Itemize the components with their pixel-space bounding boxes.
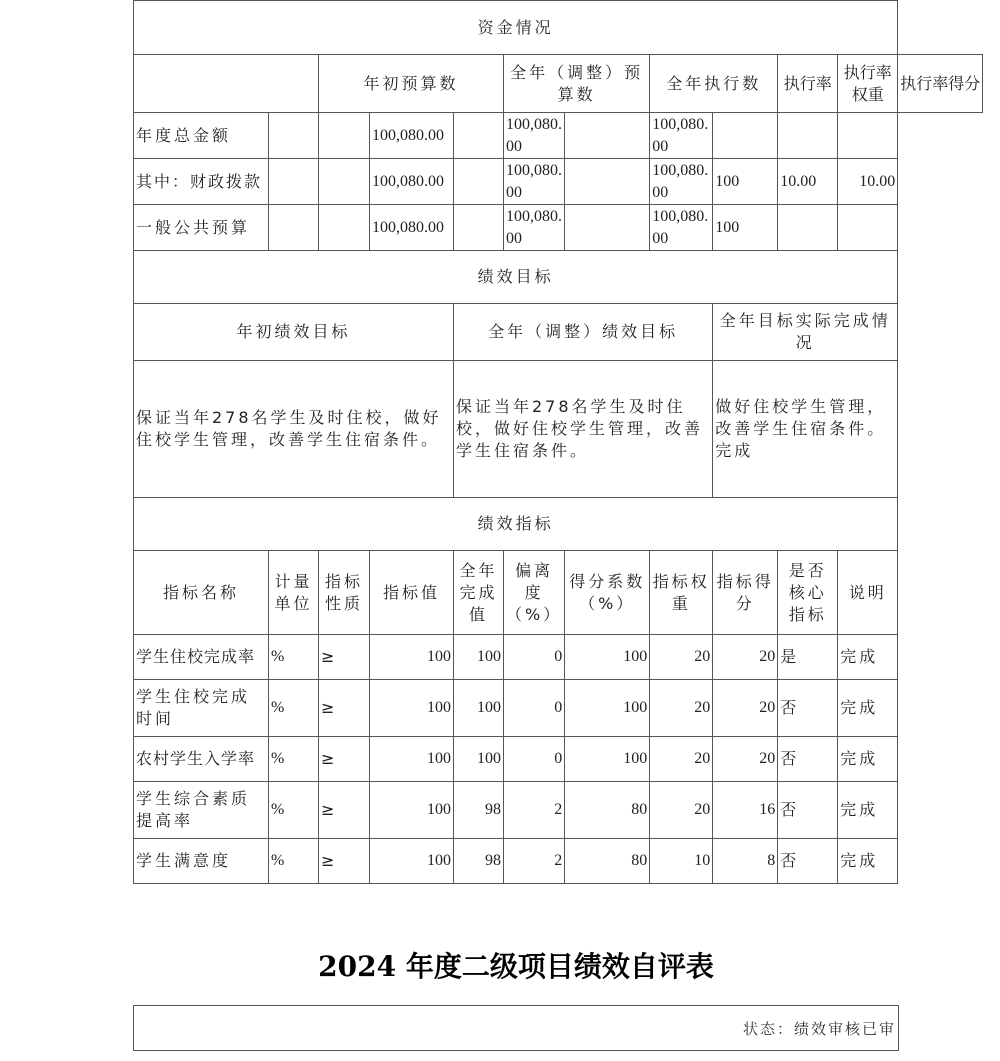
indicator-deviation: 0 — [504, 635, 565, 680]
indicator-actual: 98 — [454, 839, 504, 884]
indicator-row — [134, 635, 983, 680]
indicator-note: 完成 — [838, 680, 898, 737]
indicator-name: 学生综合素质提高率 — [134, 782, 269, 839]
header-score: 指标得分 — [713, 551, 778, 635]
indicator-core: 否 — [778, 680, 838, 737]
indicator-coef: 100 — [565, 680, 650, 737]
header-weight: 指标权重 — [650, 551, 713, 635]
header-blank — [134, 55, 319, 113]
indicator-unit: % — [269, 782, 319, 839]
indicator-weight: 20 — [650, 635, 713, 680]
exec-score-value — [838, 113, 898, 159]
initial-goal-text: 保证当年278名学生及时住校，做好住校学生管理，改善学生住宿条件。 — [134, 361, 454, 498]
indicator-deviation: 0 — [504, 737, 565, 782]
indicator-target: 100 — [370, 680, 454, 737]
initial-budget-value: 100,080.00 — [370, 205, 454, 251]
indicator-nature: ≥ — [319, 737, 370, 782]
indicator-nature: ≥ — [319, 635, 370, 680]
funding-row — [134, 205, 983, 251]
indicator-note: 完成 — [838, 635, 898, 680]
indicator-note: 完成 — [838, 737, 898, 782]
indicator-nature: ≥ — [319, 839, 370, 884]
empty-cell — [319, 159, 370, 205]
indicator-note: 完成 — [838, 782, 898, 839]
exec-weight-value — [778, 205, 838, 251]
executed-value: 100,080.00 — [650, 205, 713, 251]
funding-row-label: 一般公共预算 — [134, 205, 269, 251]
header-exec-rate: 执行率 — [778, 55, 838, 113]
empty-cell — [454, 159, 504, 205]
adjusted-budget-value: 100,080.00 — [504, 113, 565, 159]
indicators-header-row — [134, 551, 983, 635]
executed-value: 100,080.00 — [650, 113, 713, 159]
indicator-score: 20 — [713, 680, 778, 737]
header-coef: 得分系数（%） — [565, 551, 650, 635]
indicator-nature: ≥ — [319, 782, 370, 839]
exec-score-value: 10.00 — [838, 159, 898, 205]
adjusted-goal-text: 保证当年278名学生及时住校，做好住校学生管理，改善学生住宿条件。 — [454, 361, 713, 498]
header-exec-score: 执行率得分 — [898, 55, 983, 113]
empty-cell — [454, 205, 504, 251]
empty-cell — [269, 113, 319, 159]
indicator-name: 学生满意度 — [134, 839, 269, 884]
funding-section-title: 资金情况 — [134, 1, 898, 55]
indicator-name: 学生住校完成时间 — [134, 680, 269, 737]
exec-rate-value: 100 — [713, 159, 778, 205]
indicator-target: 100 — [370, 635, 454, 680]
indicator-actual: 100 — [454, 680, 504, 737]
indicator-name: 农村学生入学率 — [134, 737, 269, 782]
header-actual: 全年完成值 — [454, 551, 504, 635]
header-adjusted-budget: 全年（调整）预算数 — [504, 55, 650, 113]
funding-table — [133, 0, 983, 884]
indicator-deviation: 2 — [504, 839, 565, 884]
header-target: 指标值 — [370, 551, 454, 635]
indicator-row — [134, 782, 983, 839]
indicator-target: 100 — [370, 839, 454, 884]
indicator-core: 否 — [778, 737, 838, 782]
empty-cell — [319, 113, 370, 159]
page-title: 2024 年度二级项目绩效自评表 — [318, 950, 714, 983]
header-actual-goal: 全年目标实际完成情况 — [713, 304, 898, 361]
funding-row-label: 其中：财政拨款 — [134, 159, 269, 205]
indicator-score: 16 — [713, 782, 778, 839]
indicator-core: 否 — [778, 782, 838, 839]
indicator-score: 8 — [713, 839, 778, 884]
indicator-unit: % — [269, 635, 319, 680]
indicator-weight: 20 — [650, 782, 713, 839]
indicator-coef: 100 — [565, 635, 650, 680]
indicator-core: 否 — [778, 839, 838, 884]
funding-row — [134, 113, 983, 159]
header-initial-goal: 年初绩效目标 — [134, 304, 454, 361]
status-box — [133, 1005, 899, 1051]
header-exec-weight: 执行率权重 — [838, 55, 898, 113]
header-adjusted-goal: 全年（调整）绩效目标 — [454, 304, 713, 361]
exec-rate-value: 100 — [713, 205, 778, 251]
exec-score-value — [838, 205, 898, 251]
status-text: 状态：绩效审核已审 — [742, 1020, 896, 1038]
indicator-actual: 100 — [454, 737, 504, 782]
indicator-target: 100 — [370, 782, 454, 839]
indicators-section-title: 绩效指标 — [134, 498, 898, 551]
empty-cell — [269, 159, 319, 205]
empty-cell — [269, 205, 319, 251]
indicator-weight: 10 — [650, 839, 713, 884]
indicator-row — [134, 737, 983, 782]
empty-cell — [454, 113, 504, 159]
indicator-deviation: 2 — [504, 782, 565, 839]
indicator-core: 是 — [778, 635, 838, 680]
header-initial-budget: 年初预算数 — [319, 55, 504, 113]
empty-cell — [565, 113, 650, 159]
indicator-row — [134, 680, 983, 737]
funding-row-label: 年度总金额 — [134, 113, 269, 159]
indicator-score: 20 — [713, 635, 778, 680]
indicator-unit: % — [269, 839, 319, 884]
initial-budget-value: 100,080.00 — [370, 159, 454, 205]
empty-cell — [565, 159, 650, 205]
header-deviation: 偏离度（%） — [504, 551, 565, 635]
header-nature: 指标性质 — [319, 551, 370, 635]
empty-cell — [319, 205, 370, 251]
indicator-score: 20 — [713, 737, 778, 782]
indicator-coef: 80 — [565, 839, 650, 884]
exec-weight-value — [778, 113, 838, 159]
funding-row — [134, 159, 983, 205]
goals-section-title: 绩效目标 — [134, 251, 898, 304]
indicator-name: 学生住校完成率 — [134, 635, 269, 680]
indicator-weight: 20 — [650, 680, 713, 737]
indicator-deviation: 0 — [504, 680, 565, 737]
indicator-actual: 100 — [454, 635, 504, 680]
indicator-row — [134, 839, 983, 884]
exec-rate-value — [713, 113, 778, 159]
indicator-nature: ≥ — [319, 680, 370, 737]
header-core: 是否核心指标 — [778, 551, 838, 635]
exec-weight-value: 10.00 — [778, 159, 838, 205]
indicator-actual: 98 — [454, 782, 504, 839]
indicator-unit: % — [269, 737, 319, 782]
indicator-weight: 20 — [650, 737, 713, 782]
indicator-coef: 80 — [565, 782, 650, 839]
header-note: 说明 — [838, 551, 898, 635]
actual-goal-text: 做好住校学生管理，改善学生住宿条件。完成 — [713, 361, 898, 498]
executed-value: 100,080.00 — [650, 159, 713, 205]
indicator-coef: 100 — [565, 737, 650, 782]
initial-budget-value: 100,080.00 — [370, 113, 454, 159]
adjusted-budget-value: 100,080.00 — [504, 205, 565, 251]
indicator-target: 100 — [370, 737, 454, 782]
indicator-note: 完成 — [838, 839, 898, 884]
header-indicator-name: 指标名称 — [134, 551, 269, 635]
empty-cell — [565, 205, 650, 251]
header-unit: 计量单位 — [269, 551, 319, 635]
header-executed: 全年执行数 — [650, 55, 778, 113]
adjusted-budget-value: 100,080.00 — [504, 159, 565, 205]
indicator-unit: % — [269, 680, 319, 737]
